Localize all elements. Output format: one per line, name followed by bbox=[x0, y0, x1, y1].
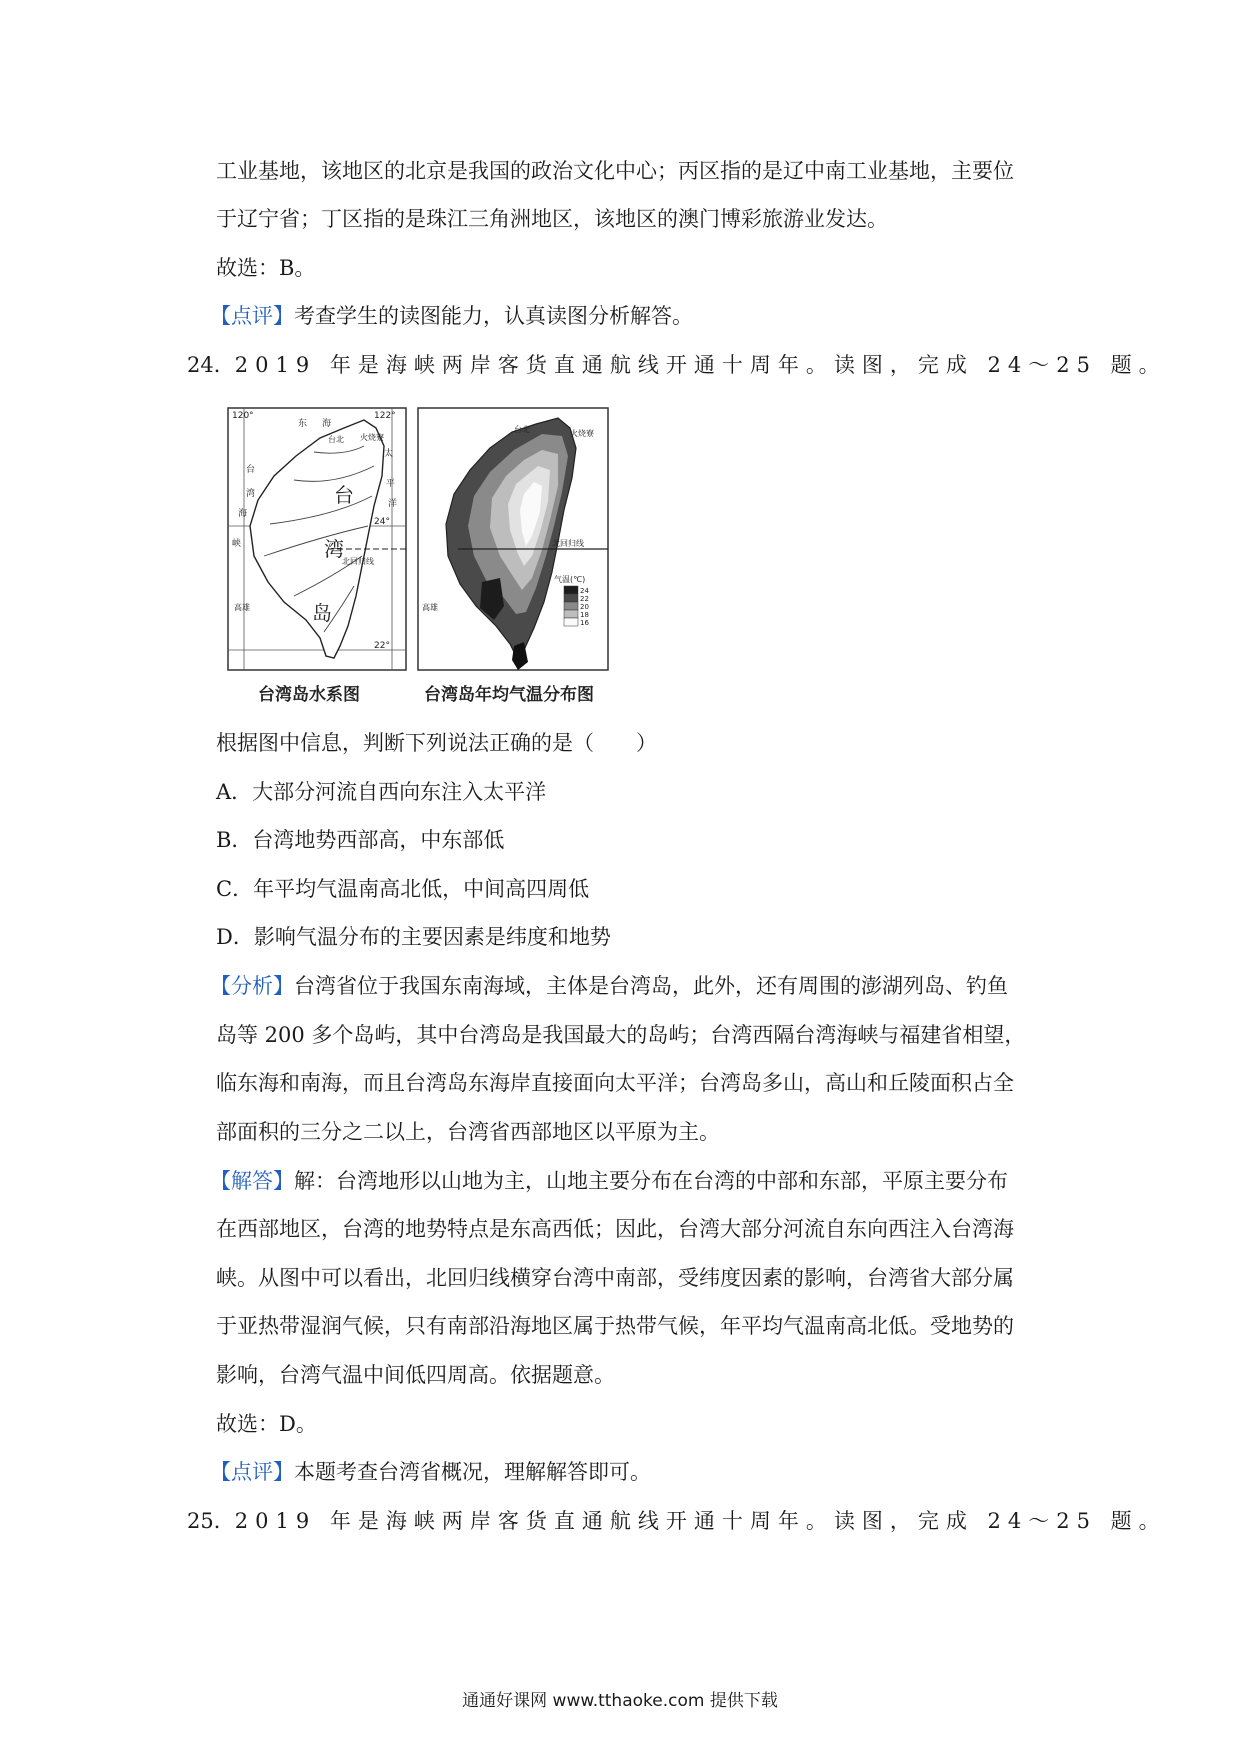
island-label: 湾 bbox=[324, 537, 344, 561]
tropic-label: 北回归线 bbox=[342, 557, 374, 566]
question-number: 25． bbox=[187, 1509, 235, 1533]
analysis-line: 部面积的三分之二以上，台湾省西部地区以平原为主。 bbox=[216, 1120, 720, 1144]
analysis-line: 临东海和南海，而且台湾岛东海岸直接面向太平洋；台湾岛多山，高山和丘陵面积占全 bbox=[216, 1071, 1014, 1095]
figure-caption: 台湾岛年均气温分布图 bbox=[424, 685, 594, 705]
answer-line: 故选：D。 bbox=[216, 1412, 317, 1436]
strait-label: 峡 bbox=[232, 539, 242, 549]
review-tag: 【点评】 bbox=[210, 1460, 294, 1484]
city-label: 高雄 bbox=[234, 603, 250, 612]
city-label: 台北 bbox=[514, 425, 530, 434]
strait-label: 海 bbox=[238, 509, 248, 519]
legend-value: 22 bbox=[580, 595, 589, 603]
legend-value: 16 bbox=[580, 619, 589, 627]
taiwan-maps-figure bbox=[224, 406, 614, 716]
review-text: 考查学生的读图能力，认真读图分析解答。 bbox=[294, 304, 693, 328]
city-label: 台北 bbox=[328, 435, 344, 444]
solution-line: 于亚热带湿润气候，只有南部沿海地区属于热带气候，年平均气温南高北低。受地势的 bbox=[216, 1314, 1014, 1338]
drainage-map bbox=[228, 408, 406, 670]
lat-label: 22° bbox=[374, 641, 390, 651]
island-label: 台 bbox=[334, 483, 354, 507]
solution-text: 解：台湾地形以山地为主，山地主要分布在台湾的中部和东部，平原主要分布 bbox=[294, 1169, 1008, 1193]
solution-line: 影响，台湾气温中间低四周高。依据题意。 bbox=[216, 1363, 615, 1387]
option-d: D．影响气温分布的主要因素是纬度和地势 bbox=[216, 925, 611, 949]
ocean-label: 洋 bbox=[388, 499, 398, 509]
analysis-text: 台湾省位于我国东南海域，主体是台湾岛，此外，还有周围的澎湖列岛、钓鱼 bbox=[294, 974, 1008, 998]
option-b: B．台湾地势西部高，中东部低 bbox=[216, 828, 505, 852]
lat-label: 24° bbox=[374, 517, 390, 527]
island-label: 岛 bbox=[312, 601, 332, 625]
lon-label: 122° bbox=[374, 411, 396, 421]
temperature-map bbox=[418, 408, 608, 670]
city-label: 火烧寮 bbox=[360, 433, 384, 442]
analysis-tag: 【分析】 bbox=[210, 974, 294, 998]
option-a: A．大部分河流自西向东注入太平洋 bbox=[216, 780, 547, 804]
strait-label: 湾 bbox=[246, 489, 256, 499]
strait-label: 台 bbox=[246, 465, 256, 475]
solution-line bbox=[210, 1166, 1008, 1196]
solution-line: 在西部地区，台湾的地势特点是东高西低；因此，台湾大部分河流自东向西注入台湾海 bbox=[216, 1217, 1014, 1241]
figure-caption: 台湾岛水系图 bbox=[258, 685, 360, 705]
analysis-line bbox=[210, 971, 1008, 1001]
legend-value: 24 bbox=[580, 587, 589, 595]
legend-value: 18 bbox=[580, 611, 589, 619]
sea-label: 东 bbox=[298, 419, 308, 429]
review-line bbox=[210, 1457, 651, 1487]
legend-title: 气温(℃) bbox=[554, 575, 586, 584]
question-stem: 2019 年是海峡两岸客货直通航线开通十周年。读图，完成 24～25 题。 bbox=[234, 1509, 1167, 1533]
tropic-label: 北回归线 bbox=[552, 539, 584, 548]
review-text: 本题考查台湾省概况，理解解答即可。 bbox=[294, 1460, 651, 1484]
paragraph-line: 于辽宁省；丁区指的是珠江三角洲地区，该地区的澳门博彩旅游业发达。 bbox=[216, 207, 888, 231]
ocean-label: 平 bbox=[386, 479, 396, 489]
review-line bbox=[210, 301, 693, 331]
city-label: 高雄 bbox=[422, 603, 438, 612]
question-24-stem bbox=[187, 350, 1167, 380]
question-number: 24． bbox=[187, 353, 235, 377]
question-25-stem bbox=[187, 1506, 1167, 1536]
city-label: 火烧寮 bbox=[570, 429, 594, 438]
analysis-line: 岛等 200 多个岛屿，其中台湾岛是我国最大的岛屿；台湾西隔台湾海峡与福建省相望， bbox=[216, 1023, 1026, 1047]
answer-line: 故选：B。 bbox=[216, 256, 316, 280]
temperature-legend bbox=[564, 586, 589, 627]
question-stem: 2019 年是海峡两岸客货直通航线开通十周年。读图，完成 24～25 题。 bbox=[234, 353, 1167, 377]
lon-label: 120° bbox=[232, 411, 254, 421]
paragraph-line: 工业基地，该地区的北京是我国的政治文化中心；丙区指的是辽中南工业基地，主要位 bbox=[216, 159, 1014, 183]
legend-value: 20 bbox=[580, 603, 589, 611]
page-footer: 通通好课网 www.tthaoke.com 提供下载 bbox=[462, 1691, 778, 1711]
question-prompt: 根据图中信息，判断下列说法正确的是（ ） bbox=[216, 731, 657, 755]
ocean-label: 太 bbox=[384, 449, 394, 459]
review-tag: 【点评】 bbox=[210, 304, 294, 328]
option-c: C．年平均气温南高北低，中间高四周低 bbox=[216, 877, 590, 901]
solution-tag: 【解答】 bbox=[210, 1169, 294, 1193]
sea-label: 海 bbox=[322, 419, 332, 429]
solution-line: 峡。从图中可以看出，北回归线横穿台湾中南部，受纬度因素的影响，台湾省大部分属 bbox=[216, 1266, 1014, 1290]
